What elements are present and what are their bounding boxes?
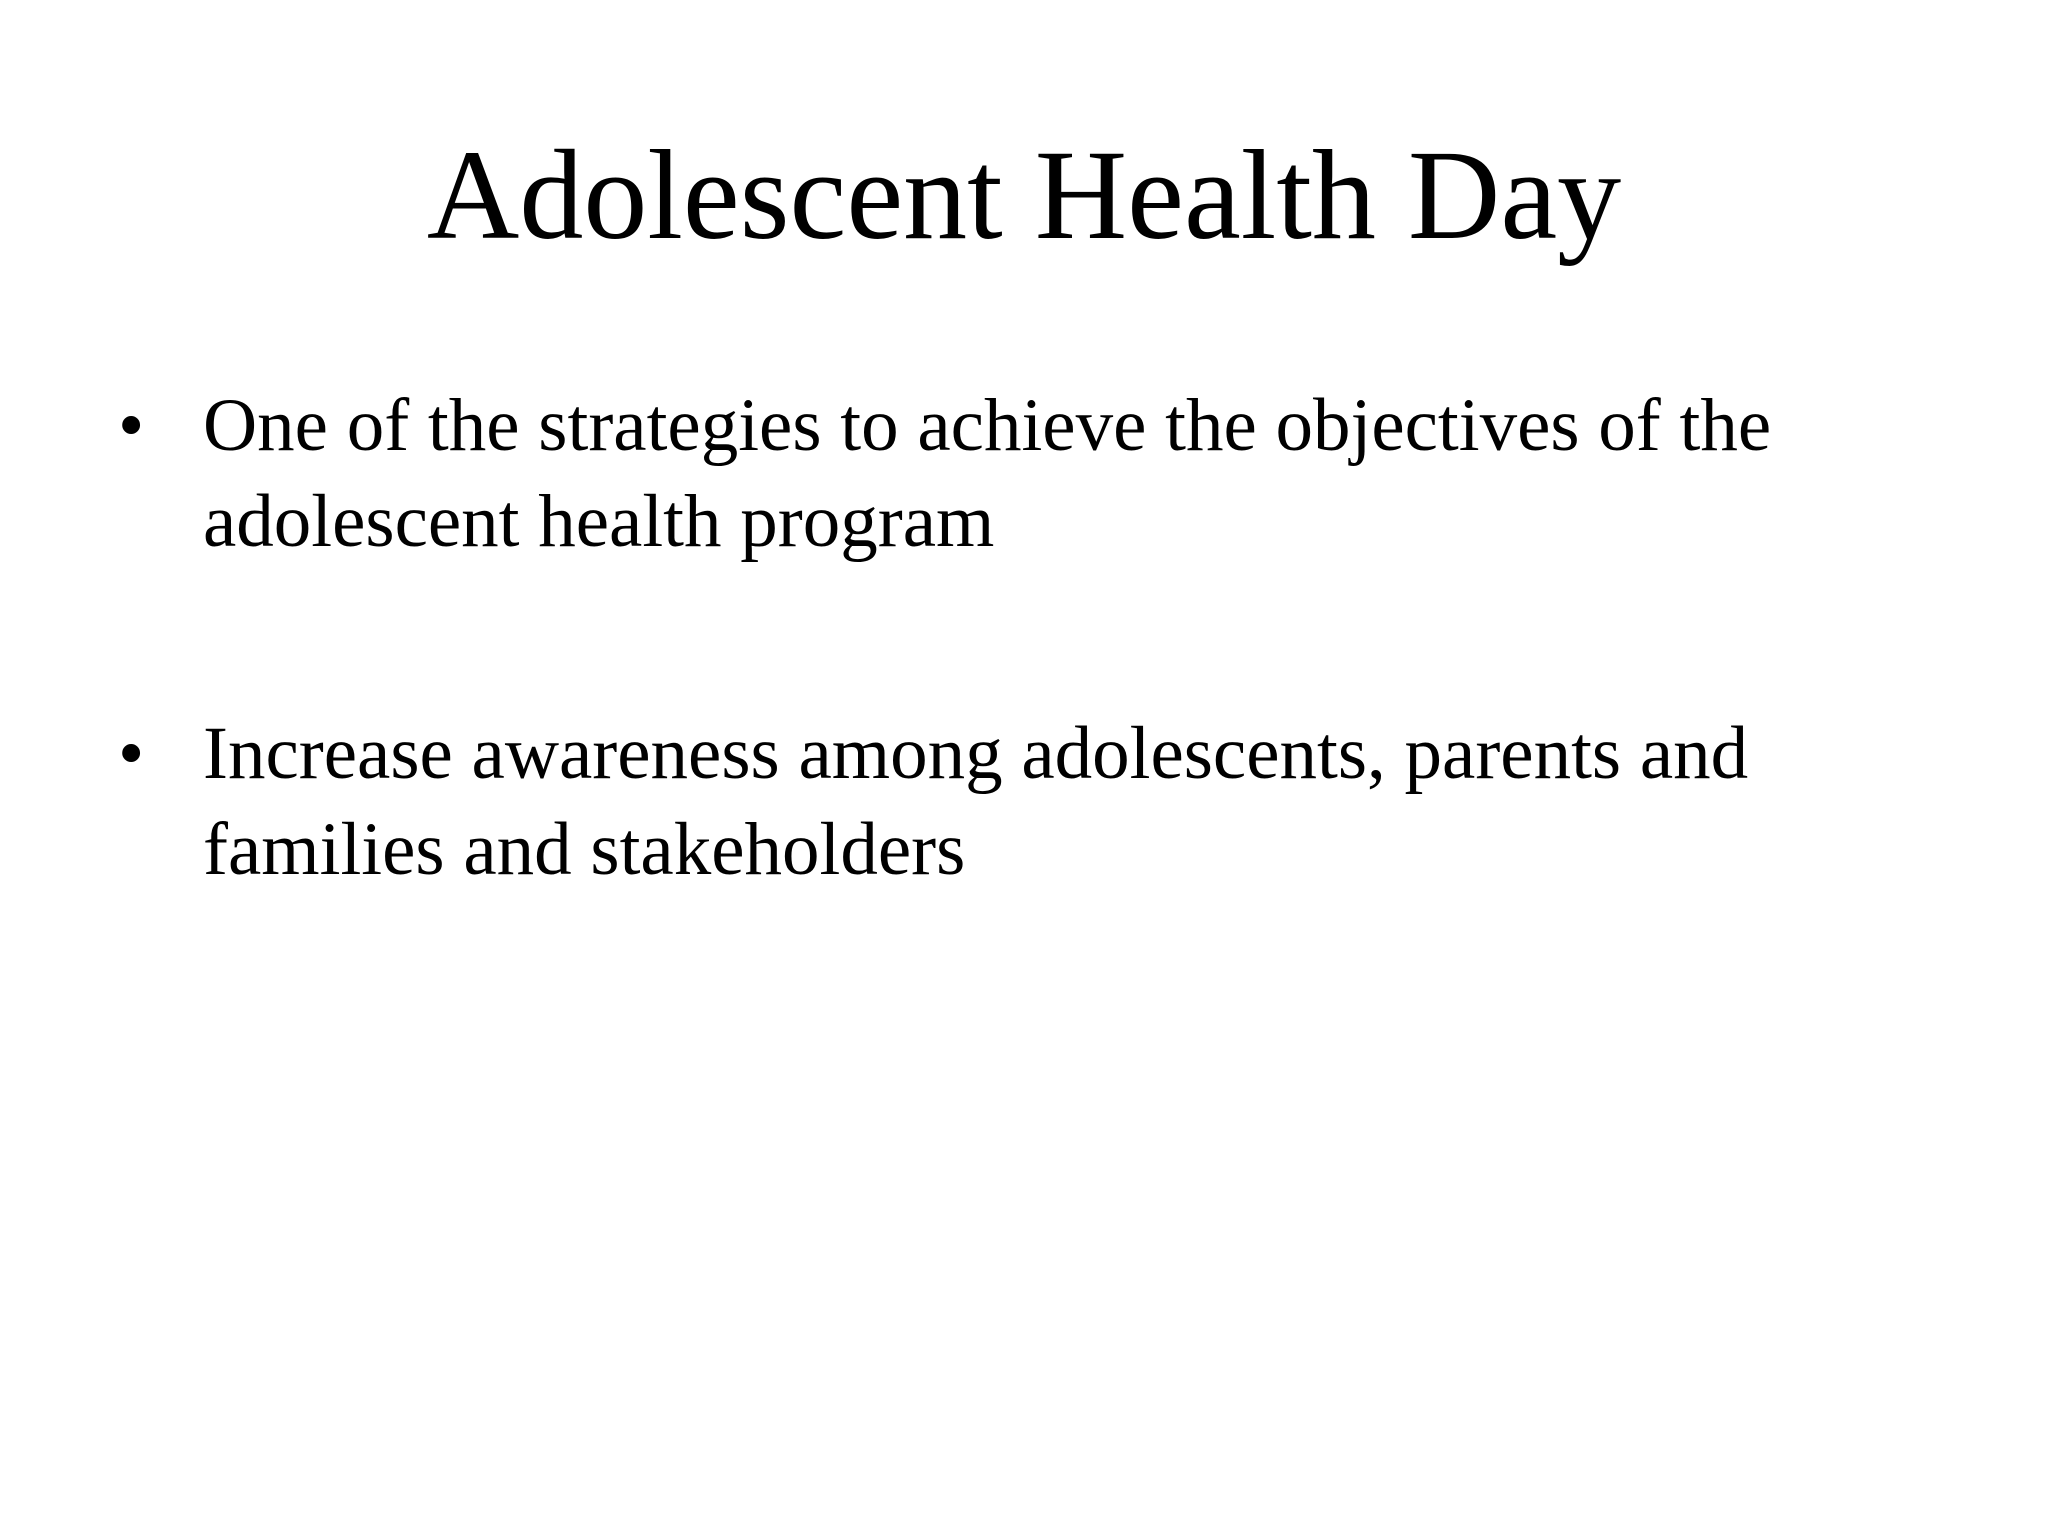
bullet-text-2: Increase awareness among adolescents, parents and families and stakeholders (203, 712, 1749, 891)
bullet-icon: • (118, 384, 145, 467)
bullet-list (118, 378, 1948, 898)
slide-title: Adolescent Health Day (426, 124, 1622, 266)
bullet-item-1 (118, 378, 1948, 570)
bullet-text-1: One of the strategies to achieve the objectives of the adolescent health program (203, 384, 1772, 563)
bullet-item-2 (118, 706, 1948, 898)
bullet-icon: • (118, 712, 145, 795)
